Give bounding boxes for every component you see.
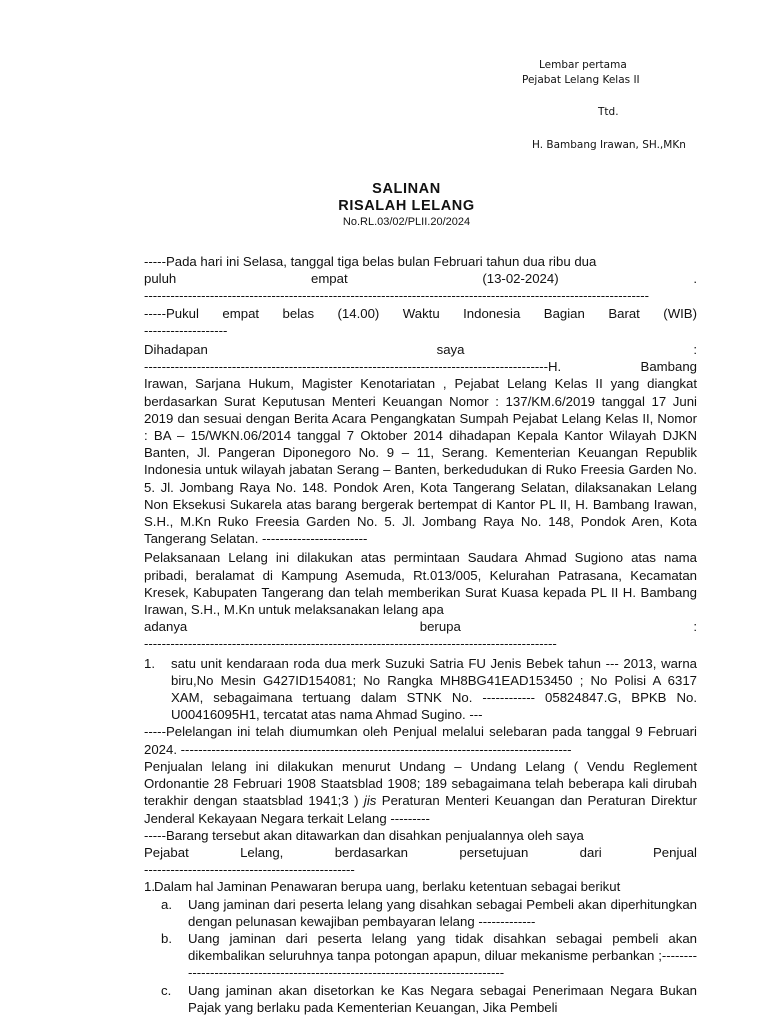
signature-name: H. Bambang Irawan, SH.,MKn bbox=[532, 138, 686, 151]
paragraph-adanya: adanya berupa : bbox=[144, 619, 697, 635]
paragraph-offered: -----Barang tersebut akan ditawarkan dan disahkan penjualannya oleh saya bbox=[144, 827, 584, 843]
sub-item-letter: c. bbox=[161, 982, 172, 998]
dash-separator-long: ---------------------------------------------------------------------------------------------- bbox=[144, 636, 557, 652]
sub-item-text: Uang jaminan dari peserta lelang yang disahkan sebagai Pembeli akan diperhitungkan dengan pelunasan kewajiban pembayaran lelang ------------- bbox=[188, 896, 697, 929]
paragraph-announcement: -----Pelelangan ini telah diumumkan oleh Penjual melalui selebaran pada tanggal 9 Februari 2024. ----------------------------------------------------------------------------------------- bbox=[144, 724, 697, 757]
regulation-text-a: Penjualan lelang ini dilakukan menurut Undang – Undang Lelang ( Vendu Reglement Ordonantie 28 Februari 1908 Staatsblad 1908; 189 sebagaimana telah beberapa kali dirubah terakhir dengan staatsblad 1941;3 ) bbox=[144, 758, 697, 809]
paragraph-officer-approval: Pejabat Lelang, berdasarkan persetujuan dari Penjual bbox=[144, 844, 697, 860]
sub-item-letter: b. bbox=[161, 930, 172, 946]
regulation-text-b: Peraturan Menteri Keuangan dan Peraturan Direktur Jenderal Kekayaan Negara terkait Lelang --------- bbox=[144, 793, 697, 826]
dash-separator-short: ------------------- bbox=[144, 322, 228, 338]
document-title-salinan: SALINAN bbox=[372, 181, 441, 197]
regulation-italic: jis bbox=[363, 793, 377, 809]
sub-item-letter: a. bbox=[161, 896, 172, 912]
paragraph-dihadapan: Dihadapan saya : bbox=[144, 342, 697, 358]
paragraph-time: -----Pukul empat belas (14.00) Waktu Indonesia Bagian Barat (WIB) bbox=[144, 305, 697, 321]
document-title-risalah: RISALAH LELANG bbox=[338, 198, 475, 214]
sub-item-text: Uang jaminan akan disetorkan ke Kas Negara sebagai Penerimaan Negara Bukan Pajak yang berlaku pada Kementerian Keuangan, Jika Pembeli bbox=[188, 982, 697, 1015]
sub-item-b bbox=[144, 930, 697, 982]
paragraph-officer-details: Irawan, Sarjana Hukum, Magister Kenotariatan , Pejabat Lelang Kelas II yang diangkat berdasarkan Surat Keputusan Menteri Keuangan Nomor : 137/KM.6/2019 tanggal 17 Juni 2019 dan sesuai dengan Berita Acara Pengangkatan Sumpah Pejabat Lelang Kelas II, Nomor : BA – 15/WKN.06/2014 tanggal 7 Oktober 2014 dihadapan Kepala Kantor Wilayah DJKN Banten, Jl. Pangeran Diponegoro No. 9 – 11, Serang. Kementerian Keuangan Republik Indonesia untuk wilayah jabatan Serang – Banten, berkedudukan di Ruko Freesia Garden No. 5. Jl. Jombang Raya No. 148. Pondok Aren, Kota Tangerang Selatan, dilaksanakan Lelang Non Eksekusi Sukarela atas barang bergerak bertempat di Kantor PL II, H. Bambang Irawan, S.H., M.Kn Ruko Freesia Garden No. 5. Jl. Jombang Raya No. 148, Pondok Aren, Kota Tangerang Selatan. ------------------------ bbox=[144, 376, 697, 547]
paragraph-officer-name: --------------------------------------------------------------------------------------------H. Bambang bbox=[144, 359, 697, 375]
list-item-text: satu unit kendaraan roda dua merk Suzuki Satria FU Jenis Bebek tahun --- 2013, warna biru,No Mesin G427ID154081; No Rangka MH8BG41EAD153450 ; No Polisi A 6317 XAM, sebagaimana tertuang dalam STNK No. ------------ 05824847.G, BPKB No. U00416095H1, tercatat atas nama Ahmad Sugino. --- bbox=[171, 655, 697, 723]
signature-ttd: Ttd. bbox=[598, 106, 619, 118]
document-number: No.RL.03/02/PLII.20/2024 bbox=[342, 216, 471, 228]
list-item-jaminan bbox=[144, 878, 697, 895]
signature-block bbox=[520, 58, 720, 152]
list-item-number: 1. bbox=[144, 655, 155, 671]
dash-separator: ------------------------------------------------------------------------------------------------------------------- bbox=[144, 288, 650, 304]
signature-copy-label: Lembar pertama bbox=[539, 59, 627, 71]
dash-separator-mid: ------------------------------------------------ bbox=[144, 862, 355, 878]
signature-position: Pejabat Lelang Kelas II bbox=[522, 73, 640, 86]
sub-item-a bbox=[144, 896, 697, 930]
paragraph-date-line2: puluh empat (13-02-2024) . bbox=[144, 271, 697, 287]
document-header bbox=[0, 180, 768, 229]
paragraph-date-line1: -----Pada hari ini Selasa, tanggal tiga belas bulan Februari tahun dua ribu dua bbox=[144, 254, 597, 269]
list-item-number: 1. bbox=[144, 879, 155, 895]
sub-item-c bbox=[144, 982, 697, 1016]
document-body bbox=[144, 253, 697, 1016]
sub-item-text: Uang jaminan dari peserta lelang yang tidak disahkan sebagai pembeli akan dikembalikan seluruhnya tanpa potongan apapun, diluar mekanisme perbankan ;-------------------------------------------------------------------------------- bbox=[188, 930, 697, 981]
list-item-vehicle bbox=[144, 655, 697, 724]
paragraph-regulation bbox=[144, 758, 697, 827]
list-item-text: Dalam hal Jaminan Penawaran berupa uang, berlaku ketentuan sebagai berikut bbox=[154, 879, 621, 895]
paragraph-request: Pelaksanaan Lelang ini dilakukan atas permintaan Saudara Ahmad Sugiono atas nama pribadi, beralamat di Kampung Asemuda, Rt.013/005, Kelurahan Patrasana, Kecamatan Kresek, Kabupaten Tangerang dan telah memberikan Surat Kuasa kepada PL II H. Bambang Irawan, S.H., M.Kn untuk melaksanakan lelang apa bbox=[144, 550, 697, 618]
